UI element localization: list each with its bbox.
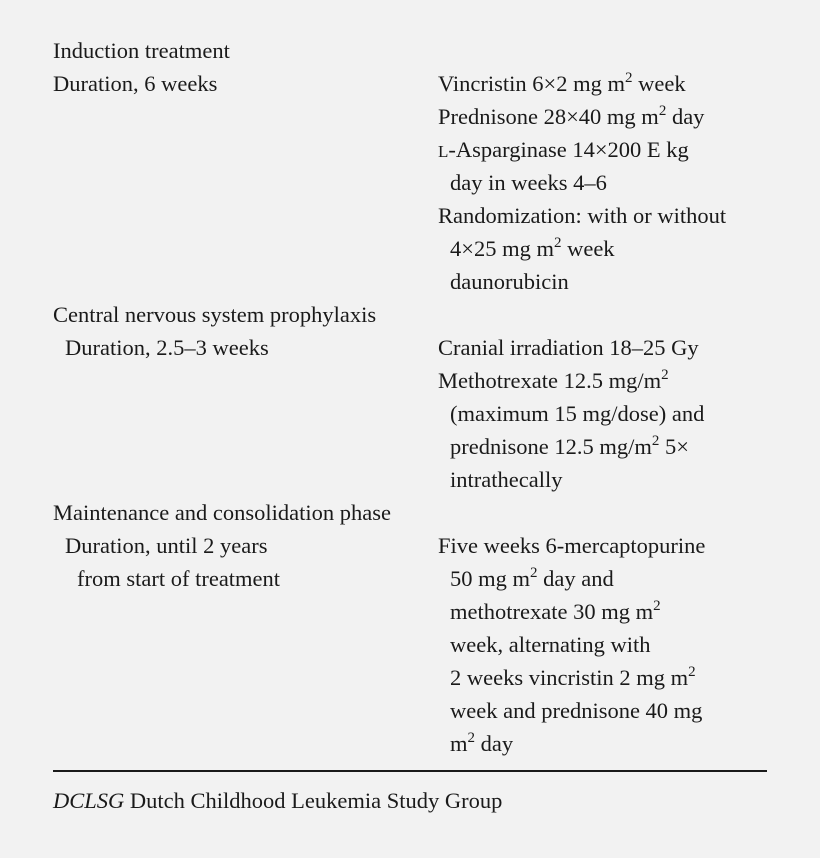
regimen-line: Cranial irradiation 18–25 Gy <box>438 335 699 360</box>
regimen-line: prednisone 12.5 $mg/m^2$ 5× <box>450 433 689 459</box>
regimen-line: daunorubicin <box>450 269 569 294</box>
duration-induction: Duration, 6 weeks <box>53 71 218 96</box>
regimen-line: methotrexate 30 mg $m^2$ <box>450 598 661 624</box>
footnote-abbreviation: DCLSG <box>53 788 125 813</box>
duration-maintenance: Duration, until 2 years <box>65 533 268 558</box>
regimen-line: day in weeks 4–6 <box>450 170 607 195</box>
table-footer-rule <box>53 770 767 772</box>
regimen-line: 50 mg $m^2$ day and <box>450 565 614 591</box>
duration-cns: Duration, 2.5–3 weeks <box>65 335 269 360</box>
regimen-line: 4×25 mg $m^2$ week <box>450 235 615 261</box>
regimen-line: Methotrexate 12.5 $mg/m^2$ <box>438 367 669 393</box>
regimen-line: L-Asparginase 14×200 E kg <box>438 137 689 162</box>
footnote-text: Dutch Childhood Leukemia Study Group <box>124 788 503 813</box>
regimen-line: Five weeks 6-mercaptopurine <box>438 533 706 558</box>
regimen-line: intrathecally <box>450 467 563 492</box>
regimen-line: week, alternating with <box>450 632 651 657</box>
regimen-line: Randomization: with or without <box>438 203 727 228</box>
regimen-line: (maximum 15 mg/dose) and <box>450 401 705 426</box>
regimen-line: 2 weeks vincristin 2 mg $m^2$ <box>450 664 696 690</box>
duration-maintenance-cont: from start of treatment <box>77 566 281 591</box>
section-heading-induction: Induction treatment <box>53 38 230 63</box>
section-heading-maintenance: Maintenance and consolidation phase <box>53 500 392 525</box>
table-footnote <box>53 784 502 817</box>
regimen-line: $m^2$ day <box>450 730 514 756</box>
section-heading-cns: Central nervous system prophylaxis <box>53 302 377 327</box>
regimen-line: Prednisone 28×40 mg $m^2$ day <box>438 103 705 129</box>
regimen-line: Vincristin 6×2 mg $m^2$ week <box>438 70 686 96</box>
regimen-line: week and prednisone 40 mg <box>450 698 703 723</box>
